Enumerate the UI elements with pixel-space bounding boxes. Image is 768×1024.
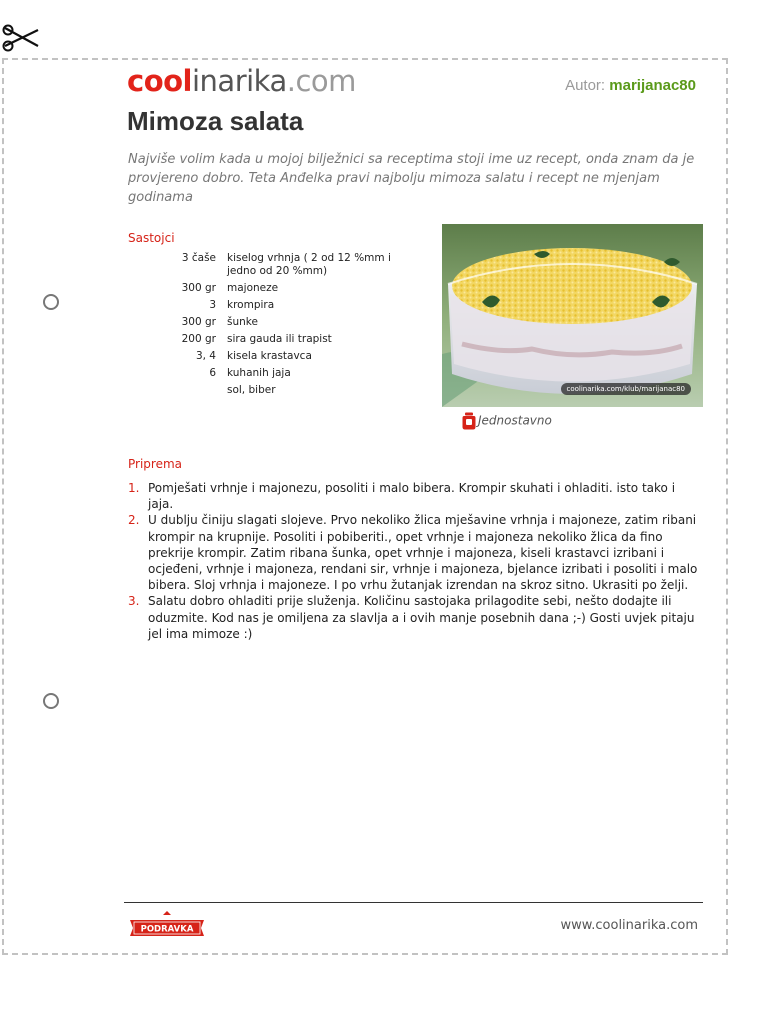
step-item xyxy=(128,512,698,593)
preparation-steps xyxy=(128,480,698,642)
step-item xyxy=(128,480,698,512)
podravka-logo-text: PODRAVKA xyxy=(140,924,194,935)
ingredient-row: 300 gr majoneze xyxy=(181,282,279,294)
footer-divider xyxy=(124,902,703,903)
author-line xyxy=(565,77,696,94)
author-name[interactable]: marijanac80 xyxy=(609,77,696,94)
ingredients-table xyxy=(160,252,407,401)
scissors-icon xyxy=(2,24,42,58)
preparation-heading: Priprema xyxy=(128,457,183,471)
step-text: Salatu dobro ohladiti prije služenja. Količinu sastojaka prilagodite sebi, nešto dodajte ili oduzmite. Kod nas je omiljena za slavlja a i ovih manje posebnih dana ;-) Gosti uvjek pitaju jel ima mimoze :) xyxy=(148,594,695,641)
recipe-intro: Najviše volim kada u mojoj bilježnici sa receptima stoji ime uz recept, onda znam da je provjereno dobro. Teta Anđelka pravi najbolju mimoza salatu i recept ne mjenjam godinama xyxy=(128,152,695,205)
website-url[interactable]: www.coolinarika.com xyxy=(560,918,698,933)
step-number: 2. xyxy=(128,513,140,528)
step-number: 1. xyxy=(128,481,140,495)
step-text: U dublju činiju slagati slojeve. Prvo nekoliko žlica mješavine vrhnja i majoneze, zatim ribani krompir na krupnije. Posoliti i pobiberiti., opet vrhnje i majoneza nekoliko žlica da fino prekrije krompir. Zatim ribana šunka, opet vrhnje i majoneza, kiseli krastavci izribani i ocjeđeni, vrhnje i majoneza, rendani sir, vrhnje i majoneza, bjelance izribati i posoliti i malo bibera. Sloj vrhnja i majoneze. I po vrhu žutanjak izrendan na skroz sitno. Ukrasiti po želji. xyxy=(148,513,698,593)
recipe-title: Mimoza salata xyxy=(127,106,304,136)
difficulty-indicator xyxy=(462,412,552,430)
ingredient-row: 3 čaše kiselog vrhnja ( 2 od 12 %mm i jedno od 20 %mm) xyxy=(181,252,391,277)
ingredient-row: 3 krompira xyxy=(209,299,275,311)
ingredient-row: 3, 4 kisela krastavca xyxy=(195,350,312,362)
ingredients-heading: Sastojci xyxy=(128,231,175,245)
ingredient-row: 6 kuhanih jaja xyxy=(209,367,291,379)
binder-hole-top xyxy=(43,294,59,310)
step-text: Pomješati vrhnje i majonezu, posoliti i malo bibera. Krompir skuhati i ohladiti. isto tako i jaja. xyxy=(148,481,676,512)
jar-icon xyxy=(462,412,476,430)
step-item xyxy=(128,593,698,642)
ingredient-row: 300 gr šunke xyxy=(181,316,258,328)
ingredient-row: 200 gr sira gauda ili trapist xyxy=(181,333,332,345)
step-number: 3. xyxy=(128,594,140,609)
coolinarika-logo[interactable]: coolinarika.com xyxy=(127,64,356,98)
recipe-photo[interactable] xyxy=(442,224,703,407)
binder-hole-bottom xyxy=(43,693,59,709)
author-label: Autor: xyxy=(565,77,606,94)
ingredient-row: sol, biber xyxy=(227,384,276,396)
photo-watermark: coolinarika.com/klub/marijanac80 xyxy=(561,383,692,395)
podravka-logo[interactable] xyxy=(128,910,206,942)
difficulty-label: Jednostavno xyxy=(478,413,552,428)
